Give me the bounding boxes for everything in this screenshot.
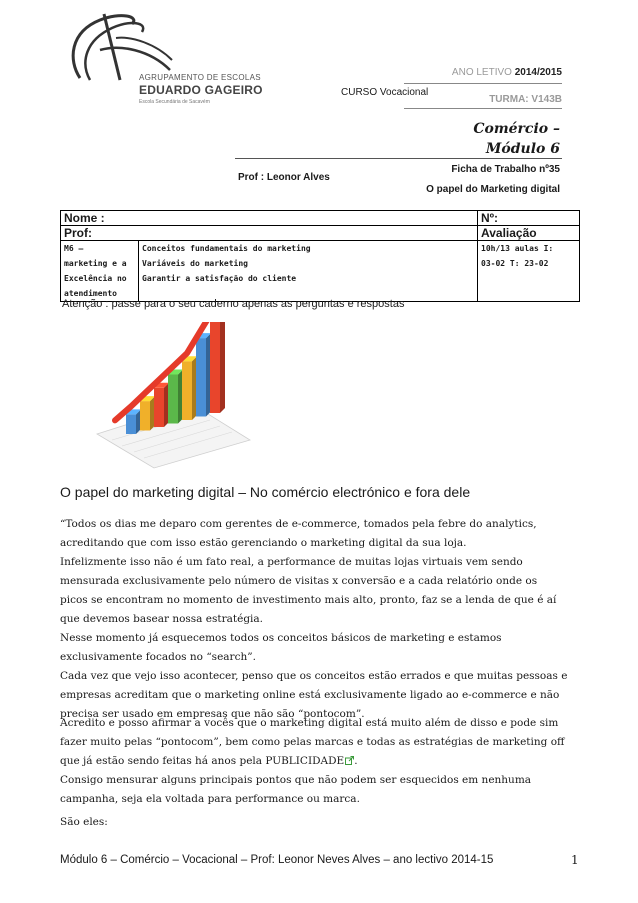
publicidade-text: que já estão sendo feitas há anos pela PUBLICIDADE [60,755,345,767]
concepts-cell [139,241,478,302]
module-cell-line: Excelência no [64,274,127,283]
worksheet-number: Ficha de Trabalho nº35 [451,164,560,175]
text-line: fazer muito pelas “pontocom”, bem como pelas marcas e todas as estratégias de marketing off [60,736,565,748]
text-line: acreditando que com isso estão gerenciando o marketing digital da sua loja. [60,537,467,549]
text-line: Nesse momento já esquecemos todos os conceitos básicos de marketing e estamos [60,632,502,644]
text-line: que devemos basear nossa estratégia. [60,613,263,625]
chart-bar [210,322,225,413]
footer-text: Módulo 6 – Comércio – Vocacional – Prof: Leonor Neves Alves – ano lectivo 2014-15 [60,854,494,866]
text-line: mensurada exclusivamente pelo número de visitas x conversão e a cada relatório onde os [60,575,538,587]
avaliacao-label: Avaliação [478,226,580,241]
org-line-3: Escola Secundária de Sacavém [139,99,210,105]
divider [404,108,562,109]
chart-bar [126,409,141,434]
text-line [60,752,578,771]
numero-label: Nº: [478,211,580,226]
worksheet-topic: O papel do Marketing digital [426,184,560,195]
text-line: “Todos os dias me deparo com gerentes de e-commerce, tomados pela febre do analytics, [60,518,537,530]
chart-bar [154,383,169,427]
concept-line: Conceitos fundamentais do marketing [142,244,311,253]
prof-label: Prof: [61,226,478,241]
nome-label: Nome : [61,211,478,226]
text-line: Acredito e posso afirmar a vocês que o marketing digital está muito além de disso e pode sim [60,717,559,729]
ano-letivo [452,67,562,78]
info-table [60,210,580,302]
concept-line: Variáveis do marketing [142,259,248,268]
period: . [354,755,358,767]
article-paragraph-3 [60,813,578,832]
text-line: Consigo mensurar alguns principais pontos que não podem ser esquecidos em nenhuma [60,774,532,786]
hours-line: 03-02 T: 23-02 [481,259,549,268]
external-link-icon[interactable] [345,756,354,765]
module-title [360,119,560,159]
module-cell-line: marketing e a [64,259,127,268]
divider [404,83,562,84]
chart-bar [182,356,197,420]
teacher-name: Prof : Leonor Alves [238,172,330,183]
module-title-line-1: Comércio – [473,121,560,137]
text-line: exclusivamente focados no “search”. [60,651,256,663]
turma: TURMA: V143B [489,94,562,105]
hours-cell [478,241,580,302]
module-cell [61,241,139,302]
page-number: 1 [571,853,579,867]
module-cell-line: atendimento [64,289,117,298]
module-title-line-2: Módulo 6 [485,141,560,157]
divider [235,158,562,159]
ano-letivo-value: 2014/2015 [514,67,562,78]
chart-bar [140,396,155,430]
article-paragraph-2 [60,714,578,809]
text-line: São eles: [60,816,108,828]
chart-bar [196,333,211,416]
bar-chart-illustration [92,322,252,470]
article-heading: O papel do marketing digital – No comércio electrónico e fora dele [60,484,471,500]
org-line-2: EDUARDO GAGEIRO [139,83,263,97]
text-line: picos se encontram no momento de investimento mais alto, pronto, faz se a lenda de que é aí [60,594,557,606]
text-line: Cada vez que vejo isso acontecer, penso que os conceitos estão errados e que muitas pessoas e [60,670,568,682]
curso: CURSO Vocacional [341,87,429,98]
text-line: empresas acreditam que o marketing online está exclusivamente ligado ao e-commerce e não [60,689,560,701]
hours-line: 10h/13 aulas I: [481,244,554,253]
text-line: campanha, seja ela voltada para performance ou marca. [60,793,360,805]
attention-note: Atenção : passe para o seu caderno apenas as perguntas e respostas [62,298,405,310]
chart-bar [168,370,183,424]
concept-line: Garantir a satisfação do cliente [142,274,297,283]
text-line: precisa ser usado em empresas que não são “pontocom”. [60,708,365,720]
org-line-1: AGRUPAMENTO DE ESCOLAS [139,73,261,82]
text-line: Infelizmente isso não é um fato real, a performance de muitas lojas virtuais vem sendo [60,556,523,568]
article-paragraph-1 [60,515,578,724]
ano-letivo-label: ANO LETIVO [451,67,512,78]
module-cell-line: M6 – [64,244,84,253]
